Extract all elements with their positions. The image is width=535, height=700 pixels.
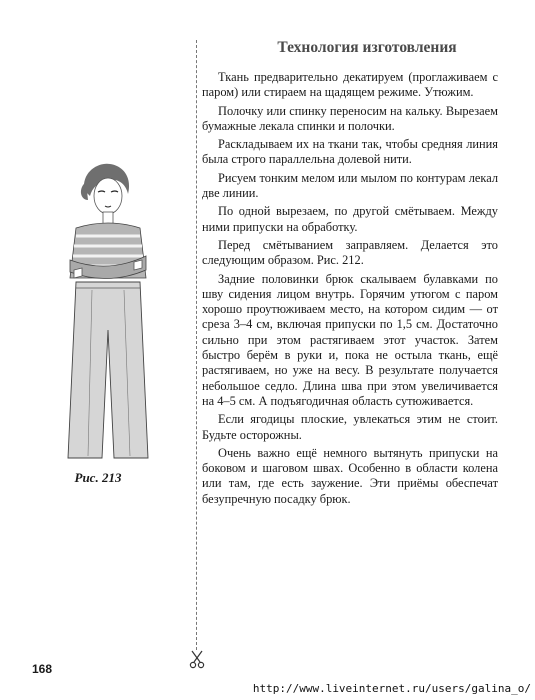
paragraph: По одной вырезаем, по другой смётываем. Между ними припуски на обработку. — [202, 204, 498, 234]
source-url-watermark: http://www.liveinternet.ru/users/galina_o/ — [252, 682, 531, 695]
woman-in-trousers-drawing — [48, 160, 168, 460]
scissors-icon — [187, 649, 207, 669]
dashed-divider-line — [196, 40, 197, 650]
paragraph: Полочку или спинку переносим на кальку. Вырезаем бумажные лекала спинки и полочки. — [202, 103, 498, 133]
figure-caption: Рис. 213 — [74, 470, 122, 485]
paragraph: Раскладываем их на ткани так, чтобы средняя линия была строго параллельна долевой нити. — [202, 137, 498, 167]
section-heading: Технология изготовления — [277, 39, 457, 56]
paragraph: Очень важно ещё немного вытянуть припуски на боковом и шаговом швах. Особенно в области колена или там, где есть заужение. Эти приёмы обеспечат безупречную посадку брюк. — [202, 445, 498, 506]
paragraph: Перед смётыванием заправляем. Делается это следующим образом. Рис. 212. — [202, 237, 498, 268]
body-text — [202, 70, 498, 510]
fashion-figure-illustration — [48, 160, 168, 460]
paragraph: Задние половинки брюк скалываем булавками по шву сидения лицом внутрь. Горячим утюгом с паром хорошо проутюживаем место, на котором сидим — от среза 3–4 см, включая припуски по 1,5 см. Достаточно сильно при этом растягиваем этот участок. Затем быстро берём в руки и, пока не остыла ткань, ещё растягиваем, но уже на весу. В результате получается небольшое седло. Длина шва при этом увеличивается на 4–5 см. А подъягодичная область сутюживается. — [202, 271, 498, 408]
page-number: 168 — [32, 662, 53, 676]
paragraph: Рисуем тонким мелом или мылом по контурам лекал две линии. — [202, 170, 498, 201]
paragraph: Если ягодицы плоские, увлекаться этим не стоит. Будьте осторожны. — [202, 412, 498, 442]
paragraph: Ткань предварительно декатируем (проглаживаем с паром) или стираем на щадящем режиме. Утюжим. — [202, 70, 498, 100]
